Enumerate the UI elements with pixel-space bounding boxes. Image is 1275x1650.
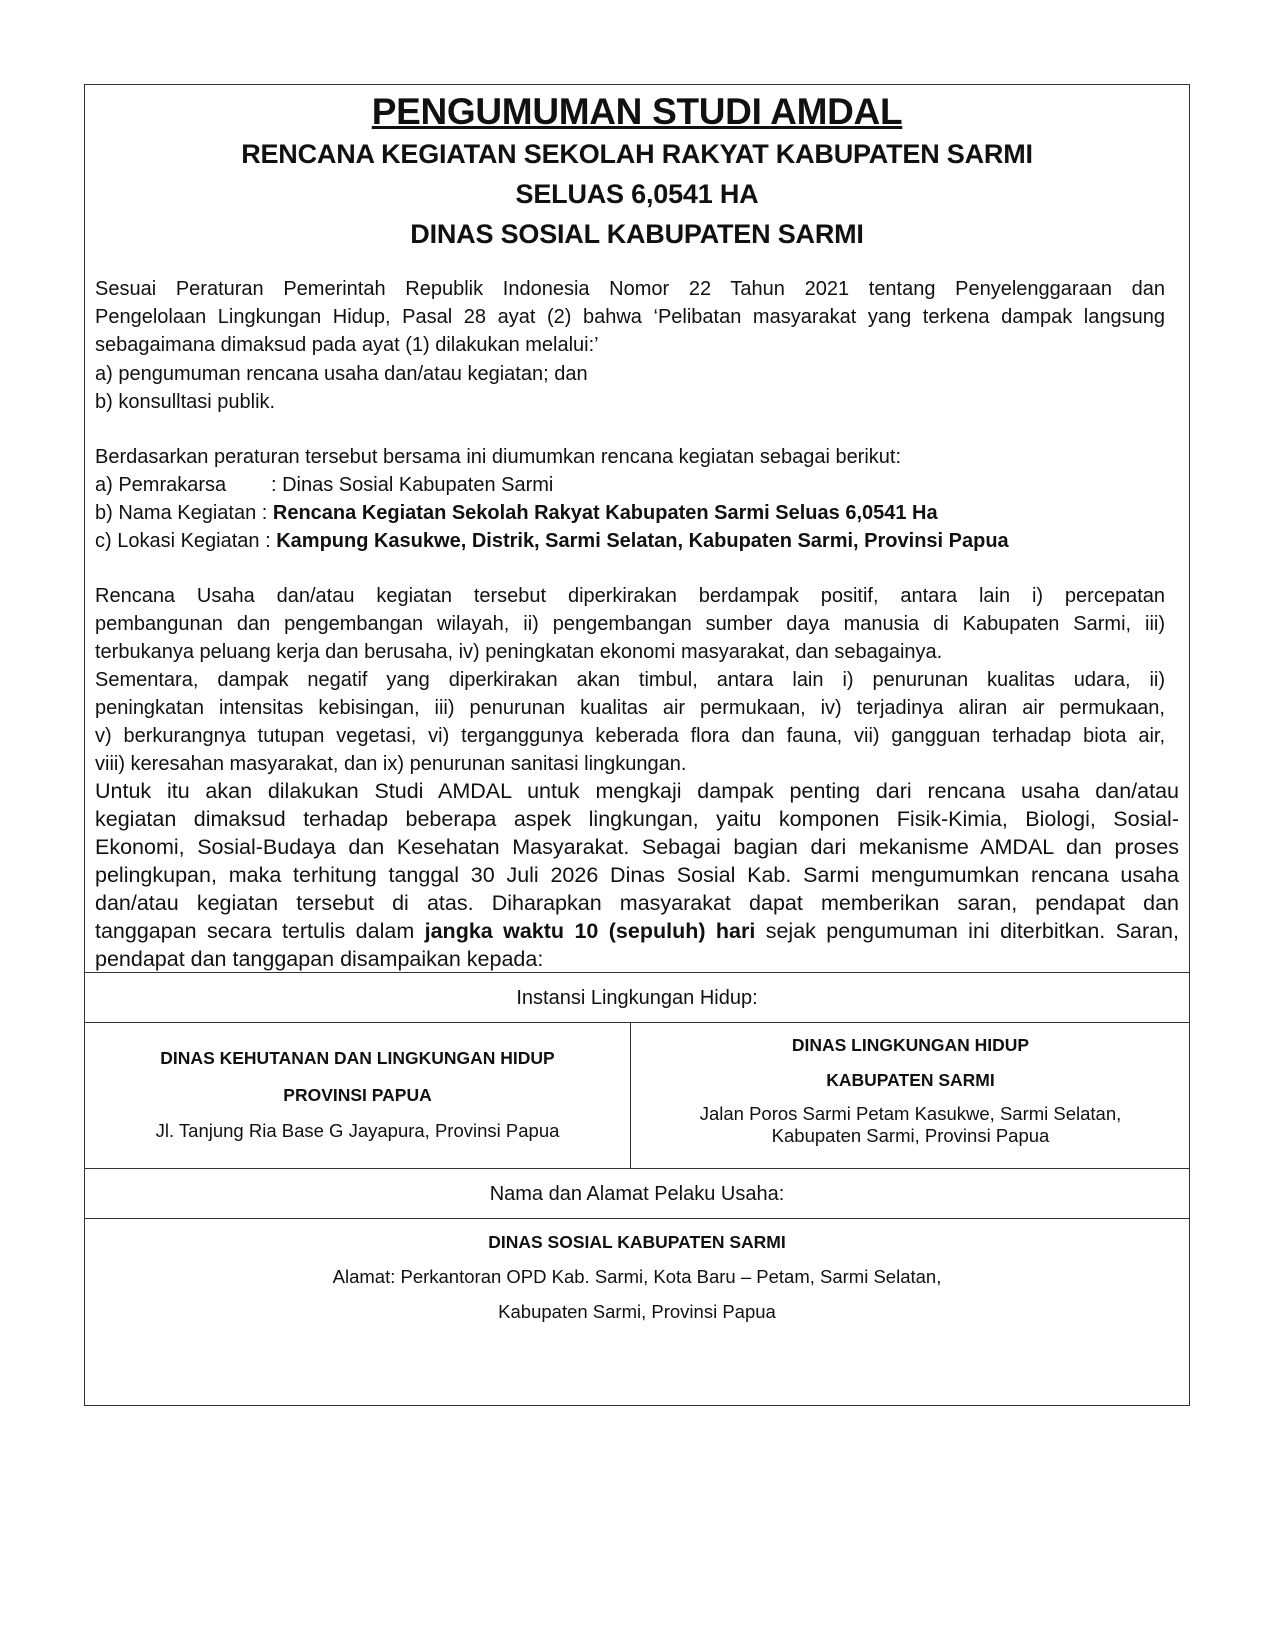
agency-left-cell — [85, 1048, 630, 1142]
announcement-title: PENGUMUMAN STUDI AMDAL — [371, 91, 903, 132]
activity-value: : Dinas Sosial Kabupaten Sarmi — [271, 474, 554, 496]
intro-list-item: a) pengumuman rencana usaha dan/atau kegiatan; dan — [95, 363, 588, 385]
agency-right-name: DINAS LINGKUNGAN HIDUP — [791, 1035, 1030, 1055]
operator-header: Nama dan Alamat Pelaku Usaha: — [489, 1183, 785, 1205]
table-divider — [85, 1022, 1189, 1023]
agency-right-address: Kabupaten Sarmi, Provinsi Papua — [771, 1125, 1050, 1146]
study-line: Untuk itu akan dilakukan Studi AMDAL untuk mengkaji dampak penting dari rencana usaha dan/atau — [95, 779, 1179, 803]
operator-name: DINAS SOSIAL KABUPATEN SARMI — [488, 1232, 786, 1252]
table-divider — [85, 1218, 1189, 1219]
study-text: sejak pengumuman ini diterbitkan. Saran, — [755, 919, 1179, 943]
impact-line: peningkatan intensitas kebisingan, iii) penurunan kualitas air permukaan, iv) terjadinya aliran air permukaan, — [95, 697, 1165, 719]
table-column-divider — [630, 1022, 631, 1168]
subtitle-agency: DINAS SOSIAL KABUPATEN SARMI — [410, 219, 864, 249]
intro-line: Sesuai Peraturan Pemerintah Republik Indonesia Nomor 22 Tahun 2021 tentang Penyelenggaraan dan — [95, 278, 1165, 300]
subtitle-activity: RENCANA KEGIATAN SEKOLAH RAKYAT KABUPATEN SARMI — [241, 139, 1033, 169]
study-text: tanggapan secara tertulis dalam — [95, 919, 425, 943]
activity-label: b) Nama Kegiatan : — [95, 502, 268, 524]
study-line: kegiatan dimaksud terhadap beberapa aspek lingkungan, yaitu komponen Fisik-Kimia, Biologi, Sosial- — [95, 807, 1179, 831]
activity-item-proponent — [95, 474, 1165, 497]
operator-cell — [85, 1232, 1189, 1323]
intro-list-item: b) konsulltasi publik. — [95, 391, 276, 413]
agency-right-regency: KABUPATEN SARMI — [826, 1070, 995, 1090]
impact-line: terbukanya peluang kerja dan berusaha, iv) peningkatan ekonomi masyarakat, dan sebagainya. — [95, 641, 943, 663]
table-divider — [85, 972, 1189, 973]
agency-right-cell — [632, 1035, 1189, 1147]
study-line — [95, 919, 1179, 944]
operator-address: Kabupaten Sarmi, Provinsi Papua — [498, 1301, 776, 1322]
activity-value: Rencana Kegiatan Sekolah Rakyat Kabupaten Sarmi Seluas 6,0541 Ha — [272, 502, 938, 524]
activity-label: a) Pemrakarsa — [95, 474, 227, 496]
impact-line: viii) keresahan masyarakat, dan ix) penurunan sanitasi lingkungan. — [95, 753, 687, 775]
activity-item-location — [95, 530, 1165, 553]
study-line: dan/atau kegiatan tersebut di atas. Diharapkan masyarakat dapat memberikan saran, pendapat dan — [95, 891, 1179, 915]
operator-address: Alamat: Perkantoran OPD Kab. Sarmi, Kota Baru – Petam, Sarmi Selatan, — [332, 1266, 942, 1287]
impact-line: pembangunan dan pengembangan wilayah, ii) pengembangan sumber daya manusia di Kabupaten Sarmi, iii) — [95, 613, 1165, 635]
intro-line: Pengelolaan Lingkungan Hidup, Pasal 28 ayat (2) bahwa ‘Pelibatan masyarakat yang terkena dampak langsung — [95, 306, 1165, 328]
table-divider — [85, 1168, 1189, 1169]
impact-line: Rencana Usaha dan/atau kegiatan tersebut diperkirakan berdampak positif, antara lain i) percepatan — [95, 585, 1165, 607]
study-line: Ekonomi, Sosial-Budaya dan Kesehatan Masyarakat. Sebagai bagian dari mekanisme AMDAL dan proses — [95, 835, 1179, 859]
announcement-frame — [84, 84, 1190, 1406]
activity-value: Kampung Kasukwe, Distrik, Sarmi Selatan, Kabupaten Sarmi, Provinsi Papua — [276, 530, 1009, 552]
activity-item-name — [95, 502, 1165, 525]
agency-left-province: PROVINSI PAPUA — [283, 1085, 432, 1105]
impact-line: v) berkurangnya tutupan vegetasi, vi) terganggunya keberada flora dan fauna, vii) gangguan terhadap biota air, — [95, 725, 1165, 747]
agency-right-address: Jalan Poros Sarmi Petam Kasukwe, Sarmi Selatan, — [699, 1103, 1122, 1124]
study-line: pendapat dan tanggapan disampaikan kepada: — [95, 947, 544, 971]
study-line: pelingkupan, maka terhitung tanggal 30 Juli 2026 Dinas Sosial Kab. Sarmi mengumumkan rencana usaha — [95, 863, 1179, 887]
agency-left-name: DINAS KEHUTANAN DAN LINGKUNGAN HIDUP — [160, 1048, 555, 1068]
deadline-emphasis: jangka waktu 10 (sepuluh) hari — [424, 919, 756, 943]
activity-label: c) Lokasi Kegiatan : — [95, 530, 271, 552]
activity-intro: Berdasarkan peraturan tersebut bersama ini diumumkan rencana kegiatan sebagai berikut: — [95, 446, 902, 468]
impact-line: Sementara, dampak negatif yang diperkirakan akan timbul, antara lain i) penurunan kualitas udara, ii) — [95, 669, 1165, 691]
agency-left-address: Jl. Tanjung Ria Base G Jayapura, Provinsi Papua — [155, 1120, 560, 1141]
intro-line: sebagaimana dimaksud pada ayat (1) dilakukan melalui:’ — [95, 334, 599, 356]
agency-header: Instansi Lingkungan Hidup: — [516, 987, 758, 1009]
subtitle-area: SELUAS 6,0541 HA — [515, 179, 759, 209]
